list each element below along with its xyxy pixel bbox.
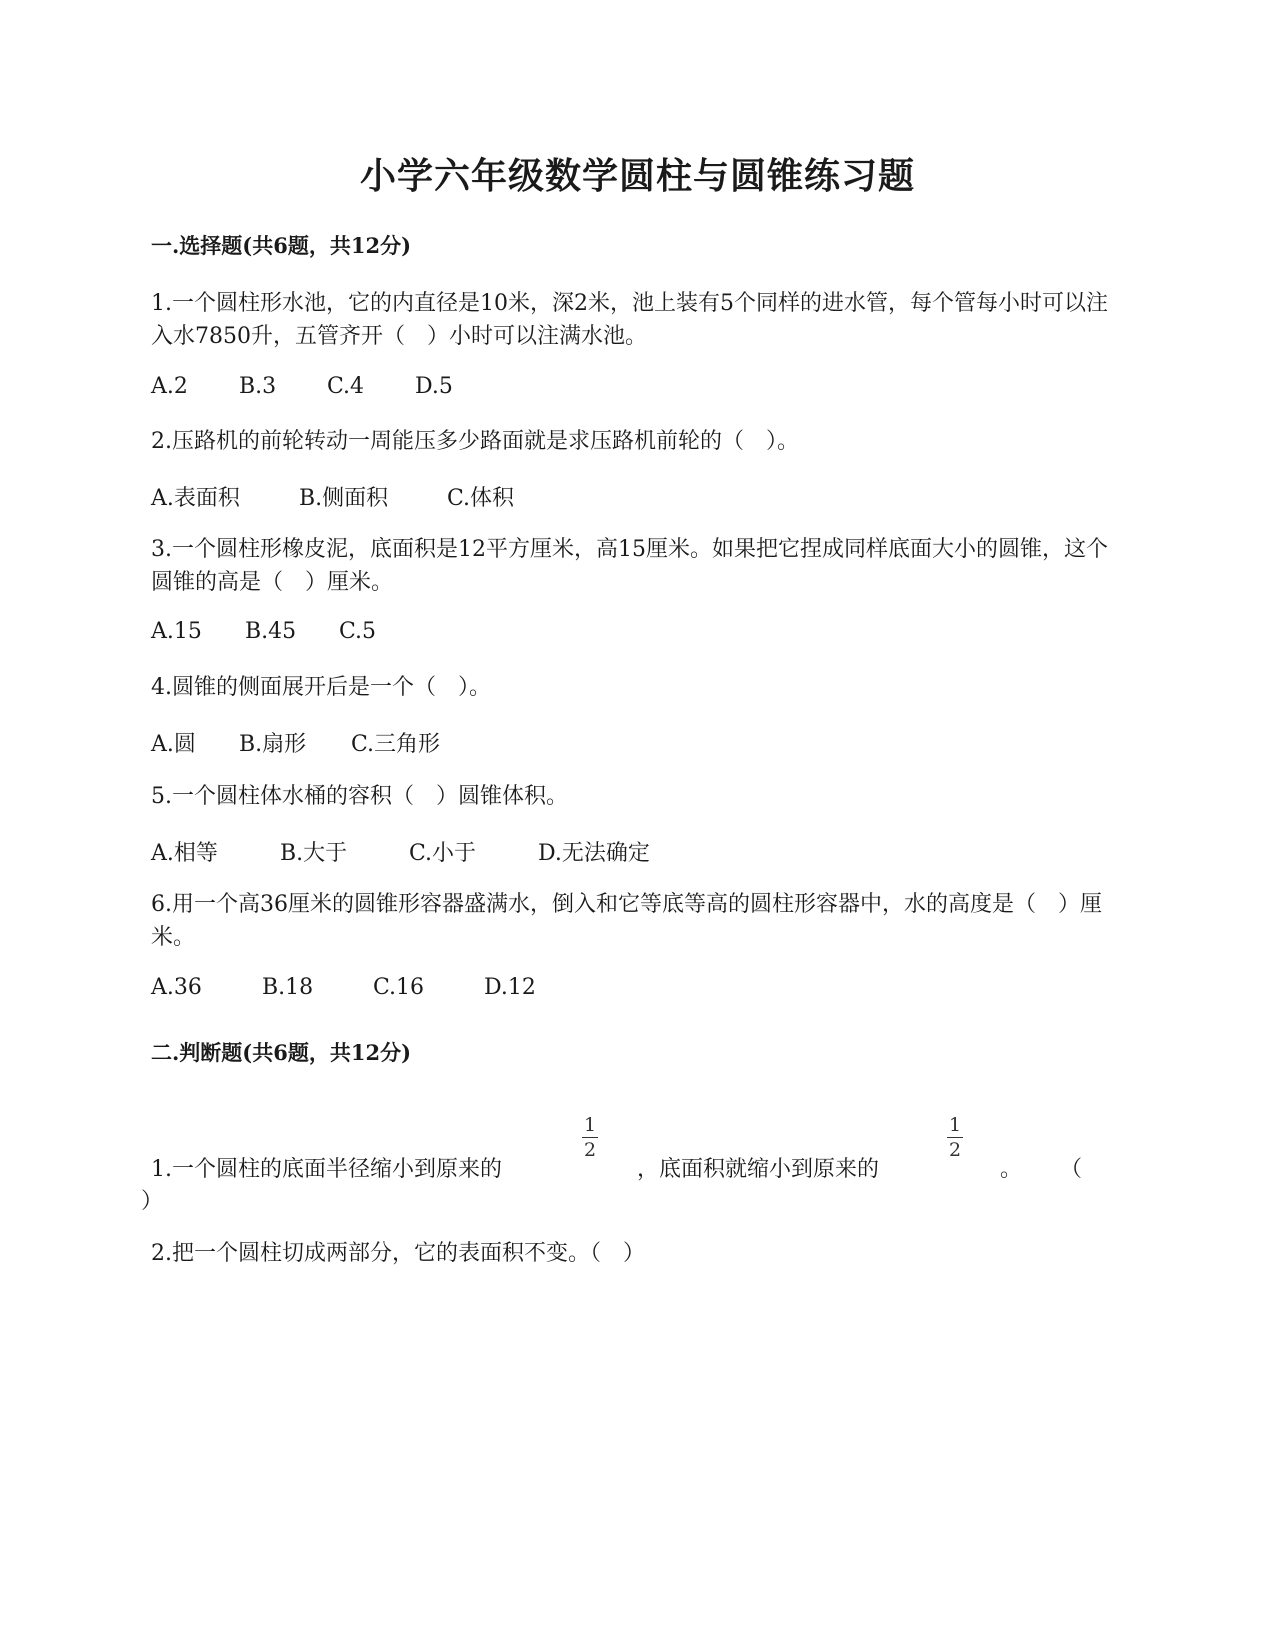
section-heading-choice: 一.选择题(共6题，共12分) [151, 233, 412, 258]
option-c: C.5 [339, 619, 377, 644]
options-q2 [151, 481, 514, 512]
option-a: A.表面积 [151, 486, 240, 511]
option-b: B.3 [239, 374, 277, 399]
judgement-q1-text-part1: 1.一个圆柱的底面半径缩小到原来的 [151, 1157, 502, 1182]
fraction-one-half: 1 2 [583, 1114, 597, 1161]
option-c: C.三角形 [351, 732, 441, 757]
options-q3 [151, 619, 376, 644]
question-3: 3.一个圆柱形橡皮泥，底面积是12平方厘米，高15厘米。如果把它捏成同样底面大小的圆锥，这个圆锥的高是（ ）厘米。 [151, 537, 1108, 595]
option-b: B.扇形 [239, 732, 307, 757]
options-q5 [151, 836, 650, 867]
option-b: B.18 [262, 975, 314, 1000]
question-1: 1.一个圆柱形水池，它的内直径是10米，深2米，池上装有5个同样的进水管，每个管每小时可以注入水7850升，五管齐开（ ）小时可以注满水池。 [151, 291, 1108, 349]
option-b: B.45 [245, 619, 297, 644]
option-a: A.相等 [151, 841, 218, 866]
judgement-question-2: 2.把一个圆柱切成两部分，它的表面积不变。（ ） [151, 1241, 645, 1266]
option-b: B.大于 [280, 841, 348, 866]
option-a: A.圆 [151, 732, 196, 757]
fraction-one-half: 1 2 [948, 1114, 962, 1161]
option-d: D.5 [415, 374, 453, 399]
option-d: D.12 [484, 975, 536, 1000]
question-5: 5.一个圆柱体水桶的容积（ ）圆锥体积。 [151, 784, 568, 809]
option-a: A.36 [151, 975, 202, 1000]
page-title: 小学六年级数学圆柱与圆锥练习题 [359, 155, 915, 197]
judgement-q1-text-part3: 。 [1000, 1157, 1023, 1182]
section-heading-judgement: 二.判断题(共6题，共12分) [151, 1040, 412, 1065]
options-q1 [151, 374, 453, 399]
option-d: D.无法确定 [538, 841, 650, 866]
option-c: C.小于 [409, 841, 477, 866]
judgement-q1-text-part2: ，底面积就缩小到原来的 [637, 1157, 880, 1182]
options-q4 [151, 727, 440, 758]
option-a: A.15 [151, 619, 202, 644]
option-c: C.体积 [447, 486, 515, 511]
option-b: B.侧面积 [299, 486, 389, 511]
question-4: 4.圆锥的侧面展开后是一个（ ）。 [151, 675, 491, 700]
question-2: 2.压路机的前轮转动一周能压多少路面就是求压路机前轮的（ ）。 [151, 429, 799, 454]
options-q6 [151, 975, 536, 1000]
option-a: A.2 [151, 374, 188, 399]
question-6: 6.用一个高36厘米的圆锥形容器盛满水，倒入和它等底等高的圆柱形容器中，水的高度是（ ）厘米。 [151, 892, 1102, 950]
option-c: C.16 [373, 975, 425, 1000]
option-c: C.4 [327, 374, 365, 399]
answer-paren-open: （ [1060, 1157, 1083, 1182]
answer-paren-close: ） [141, 1189, 164, 1214]
